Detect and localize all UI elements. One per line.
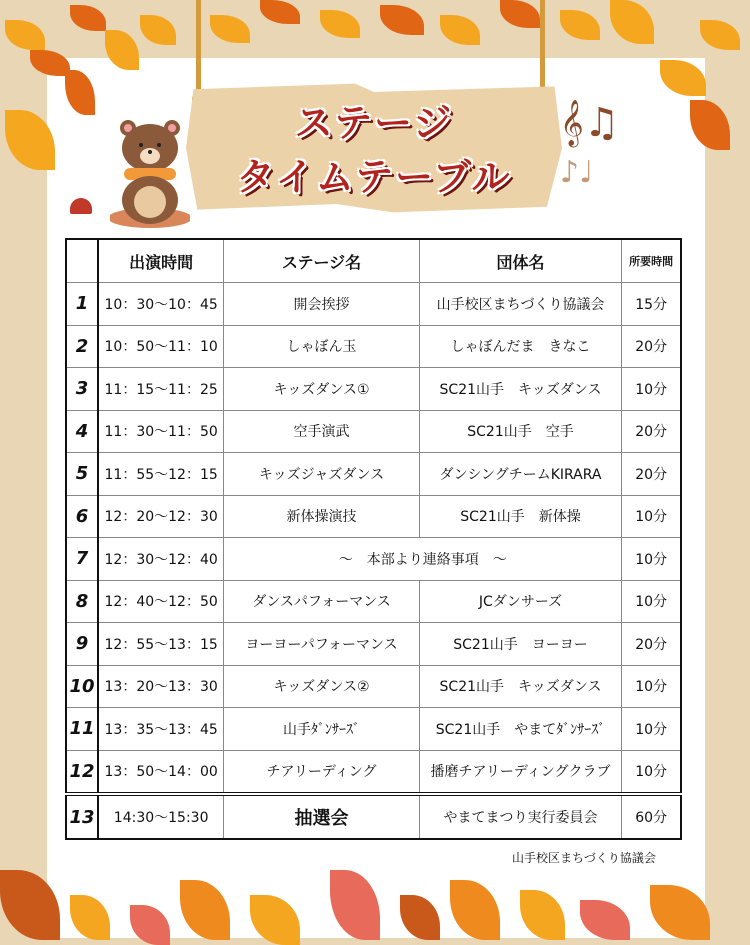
table-row [66, 495, 681, 538]
table-row [66, 410, 681, 453]
table-row [66, 538, 681, 581]
row-number: 4 [66, 410, 98, 453]
row-duration: 20分 [622, 410, 681, 453]
row-duration: 10分 [622, 580, 681, 623]
row-stage: ヨーヨーパフォーマンス [224, 623, 419, 666]
row-group: やまてまつり実行委員会 [419, 794, 622, 839]
row-number: 12 [66, 750, 98, 794]
table-row [66, 283, 681, 326]
row-number: 7 [66, 538, 98, 581]
table-row [66, 453, 681, 496]
row-time: 13：35〜13：45 [98, 708, 224, 751]
sign-rope-left [196, 0, 201, 96]
row-stage: ダンスパフォーマンス [224, 580, 419, 623]
music-notes-icon: 𝄞♫ ♪♩ [560, 100, 620, 190]
row-duration: 10分 [622, 750, 681, 794]
row-stage: 開会挨拶 [224, 283, 419, 326]
timetable [65, 238, 682, 840]
leaf-icon [610, 0, 654, 44]
row-duration: 10分 [622, 665, 681, 708]
row-duration: 20分 [622, 623, 681, 666]
header-time: 出演時間 [98, 239, 224, 283]
table-row [66, 750, 681, 794]
row-time: 13：20〜13：30 [98, 665, 224, 708]
header-duration: 所要時間 [622, 239, 681, 283]
leaf-icon [700, 20, 740, 50]
row-number: 11 [66, 708, 98, 751]
row-group: 播磨チアリーディングクラブ [419, 750, 622, 794]
leaf-icon [210, 15, 250, 43]
row-number: 10 [66, 665, 98, 708]
row-time: 13：50〜14：00 [98, 750, 224, 794]
leaf-icon [320, 10, 360, 38]
row-time: 12：30〜12：40 [98, 538, 224, 581]
row-group: JCダンサーズ [419, 580, 622, 623]
leaf-icon [500, 0, 540, 28]
row-group: SC21山手 キッズダンス [419, 368, 622, 411]
row-stage: キッズダンス① [224, 368, 419, 411]
row-time: 14:30〜15:30 [98, 794, 224, 839]
row-number: 13 [66, 794, 98, 839]
table-row [66, 368, 681, 411]
row-stage: 抽選会 [224, 794, 419, 839]
leaf-icon [260, 0, 300, 24]
row-number: 3 [66, 368, 98, 411]
row-time: 10：50〜11：10 [98, 325, 224, 368]
footer-organization: 山手校区まちづくり協議会 [512, 851, 656, 865]
row-stage: しゃぼん玉 [224, 325, 419, 368]
leaf-icon [560, 10, 600, 40]
row-time: 11：55〜12：15 [98, 453, 224, 496]
row-group: 山手校区まちづくり協議会 [419, 283, 622, 326]
header-no [66, 239, 98, 283]
row-duration: 10分 [622, 495, 681, 538]
row-time: 11：15〜11：25 [98, 368, 224, 411]
leaf-icon [140, 15, 176, 45]
row-group: ダンシングチームKIRARA [419, 453, 622, 496]
row-time: 12：55〜13：15 [98, 623, 224, 666]
header-stage: ステージ名 [224, 239, 419, 283]
row-group: SC21山手 新体操 [419, 495, 622, 538]
table-header-row [66, 239, 681, 283]
row-duration: 10分 [622, 538, 681, 581]
row-announcement: 〜 本部より連絡事項 〜 [224, 538, 622, 581]
table-row [66, 708, 681, 751]
row-number: 1 [66, 283, 98, 326]
bear-icon [110, 118, 190, 228]
row-time: 10：30〜10：45 [98, 283, 224, 326]
leaf-icon [380, 5, 424, 35]
poster-title-line2: タイムテーブル [236, 155, 512, 199]
leaf-icon [5, 20, 45, 50]
row-stage: チアリーディング [224, 750, 419, 794]
row-time: 12：40〜12：50 [98, 580, 224, 623]
table-row [66, 665, 681, 708]
table-row [66, 623, 681, 666]
row-time: 12：20〜12：30 [98, 495, 224, 538]
leaf-icon [440, 15, 480, 45]
header-group: 団体名 [419, 239, 622, 283]
row-duration: 15分 [622, 283, 681, 326]
row-group: SC21山手 空手 [419, 410, 622, 453]
row-duration: 20分 [622, 325, 681, 368]
row-stage: 新体操演技 [224, 495, 419, 538]
row-group: しゃぼんだま きなこ [419, 325, 622, 368]
leaf-icon [30, 50, 70, 76]
row-stage: 空手演武 [224, 410, 419, 453]
sign-rope-right [540, 0, 545, 96]
row-duration: 60分 [622, 794, 681, 839]
row-group: SC21山手 ヨーヨー [419, 623, 622, 666]
row-duration: 10分 [622, 368, 681, 411]
row-duration: 20分 [622, 453, 681, 496]
leaf-icon [70, 5, 106, 31]
poster-title-line1: ステージ [294, 101, 454, 145]
row-time: 11：30〜11：50 [98, 410, 224, 453]
row-stage: キッズダンス② [224, 665, 419, 708]
row-number: 2 [66, 325, 98, 368]
mushroom-icon [70, 198, 92, 214]
row-stage: 山手ﾀﾞﾝｻｰｽﾞ [224, 708, 419, 751]
row-number: 8 [66, 580, 98, 623]
row-stage: キッズジャズダンス [224, 453, 419, 496]
table-row-lottery [66, 794, 681, 839]
row-number: 5 [66, 453, 98, 496]
row-number: 9 [66, 623, 98, 666]
row-group: SC21山手 やまてﾀﾞﾝｻｰｽﾞ [419, 708, 622, 751]
table-row [66, 580, 681, 623]
row-group: SC21山手 キッズダンス [419, 665, 622, 708]
row-number: 6 [66, 495, 98, 538]
table-row [66, 325, 681, 368]
row-duration: 10分 [622, 708, 681, 751]
